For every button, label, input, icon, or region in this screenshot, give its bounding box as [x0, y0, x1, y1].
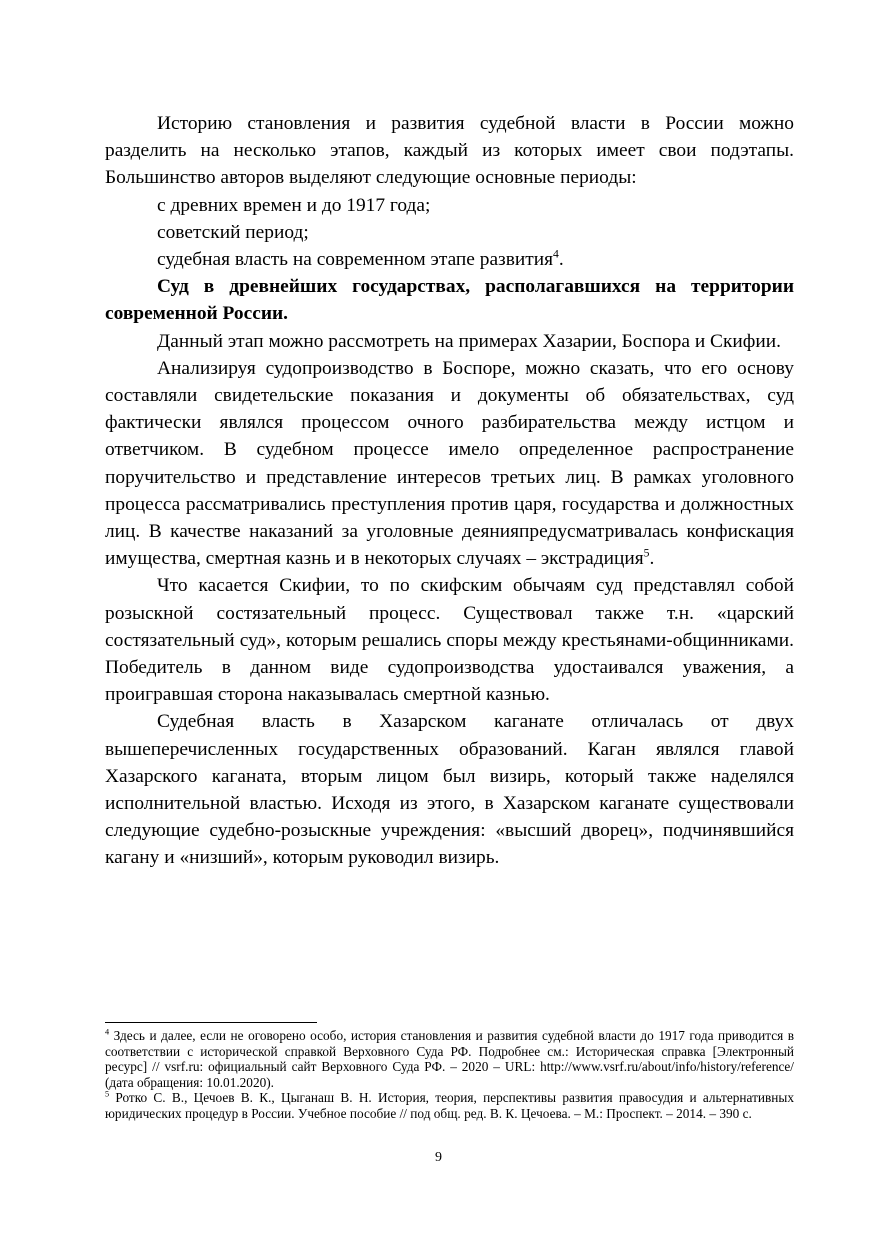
footnote-5 — [105, 1090, 794, 1121]
period-item-1: с древних времен и до 1917 года; — [157, 194, 431, 216]
paragraph-bosporus — [105, 355, 794, 573]
footnote-text: Здесь и далее, если не оговорено особо, история становления и развития судебной власти до 1917 года приводится в соответствии с исторической справкой Верховного Суда РФ. Подробнее см.: Историческая справка [Электронный ресурс] // vsrf.ru: официальный сайт Верховного Суда РФ. – 2020 – URL: http://www.vsrf.ru/about/info/history/reference/ (дата обращения: 10.01.2020). — [105, 1028, 794, 1090]
paragraph-scythia: Что касается Скифии, то по скифским обычаям суд представлял собой розыскной состязательный процесс. Существовал также т.н. «царский состязательный суд», которым решались споры между крестьянами-общинниками. Победитель в данном виде судопроизводства удостаивался уважения, а проигравшая сторона наказывалась смертной казнью. — [105, 575, 794, 706]
footnote-text: Ротко С. В., Цечоев В. К., Цыганаш В. Н. История, теория, перспективы развития правосудия и альтернативных юридических процедур в России. Учебное пособие // под общ. ред. В. К. Цечоева. – М.: Проспект. – 2014. – 390 с. — [105, 1090, 794, 1121]
footnote-ref-4: 4 — [553, 247, 559, 261]
period-item-2: советский период; — [157, 221, 309, 243]
paragraph-bosporus-text: Анализируя судопроизводство в Боспоре, можно сказать, что его основу составляли свидетельские показания и документы об обязательствах, суд фактически являлся процессом очного разбирательства между истцом и ответчиком. В судебном процессе имело определенное распространение поручительство и представление интересов третьих лиц. В рамках уголовного процесса рассматривались преступления против царя, государства и должностных лиц. В качестве наказаний за уголовные деянияпредусматривалась конфискация имущества, смертная казнь и в некоторых случаях – экстрадиция — [105, 357, 794, 570]
paragraph-khazaria: Судебная власть в Хазарском каганате отличалась от двух вышеперечисленных государственных образований. Каган являлся главой Хазарского каганата, вторым лицом был визирь, который также наделялся исполнительной властью. Исходя из этого, в Хазарском каганате существовали следующие судебно-розыскные учреждения: «высший дворец», подчинявшийся кагану и «низший», которым руководил визирь. — [105, 711, 794, 869]
main-text — [105, 110, 794, 872]
paragraph-intro: Историю становления и развития судебной власти в России можно разделить на несколько этапов, каждый из которых имеет свои подэтапы. Большинство авторов выделяют следующие основные периоды: — [105, 113, 794, 189]
footnote-ref-5: 5 — [643, 546, 650, 560]
paragraph-bosporus-end: . — [649, 548, 655, 570]
period-item-3 — [105, 246, 794, 273]
paragraph-stage: Данный этап можно рассмотреть на примерах Хазарии, Боспора и Скифии. — [157, 330, 781, 352]
period-item-3-text: судебная власть на современном этапе развития — [157, 249, 554, 271]
page-number: 9 — [435, 1150, 442, 1165]
footnote-number: 5 — [105, 1089, 110, 1099]
footnote-separator — [105, 1022, 317, 1023]
period-item-3-end: . — [558, 249, 564, 271]
section-heading: Суд в древнейших государствах, располагавшихся на территории современной России. — [105, 276, 794, 325]
footnote-4 — [105, 1028, 794, 1090]
footnote-number: 4 — [105, 1027, 110, 1037]
footnotes — [105, 1028, 794, 1122]
